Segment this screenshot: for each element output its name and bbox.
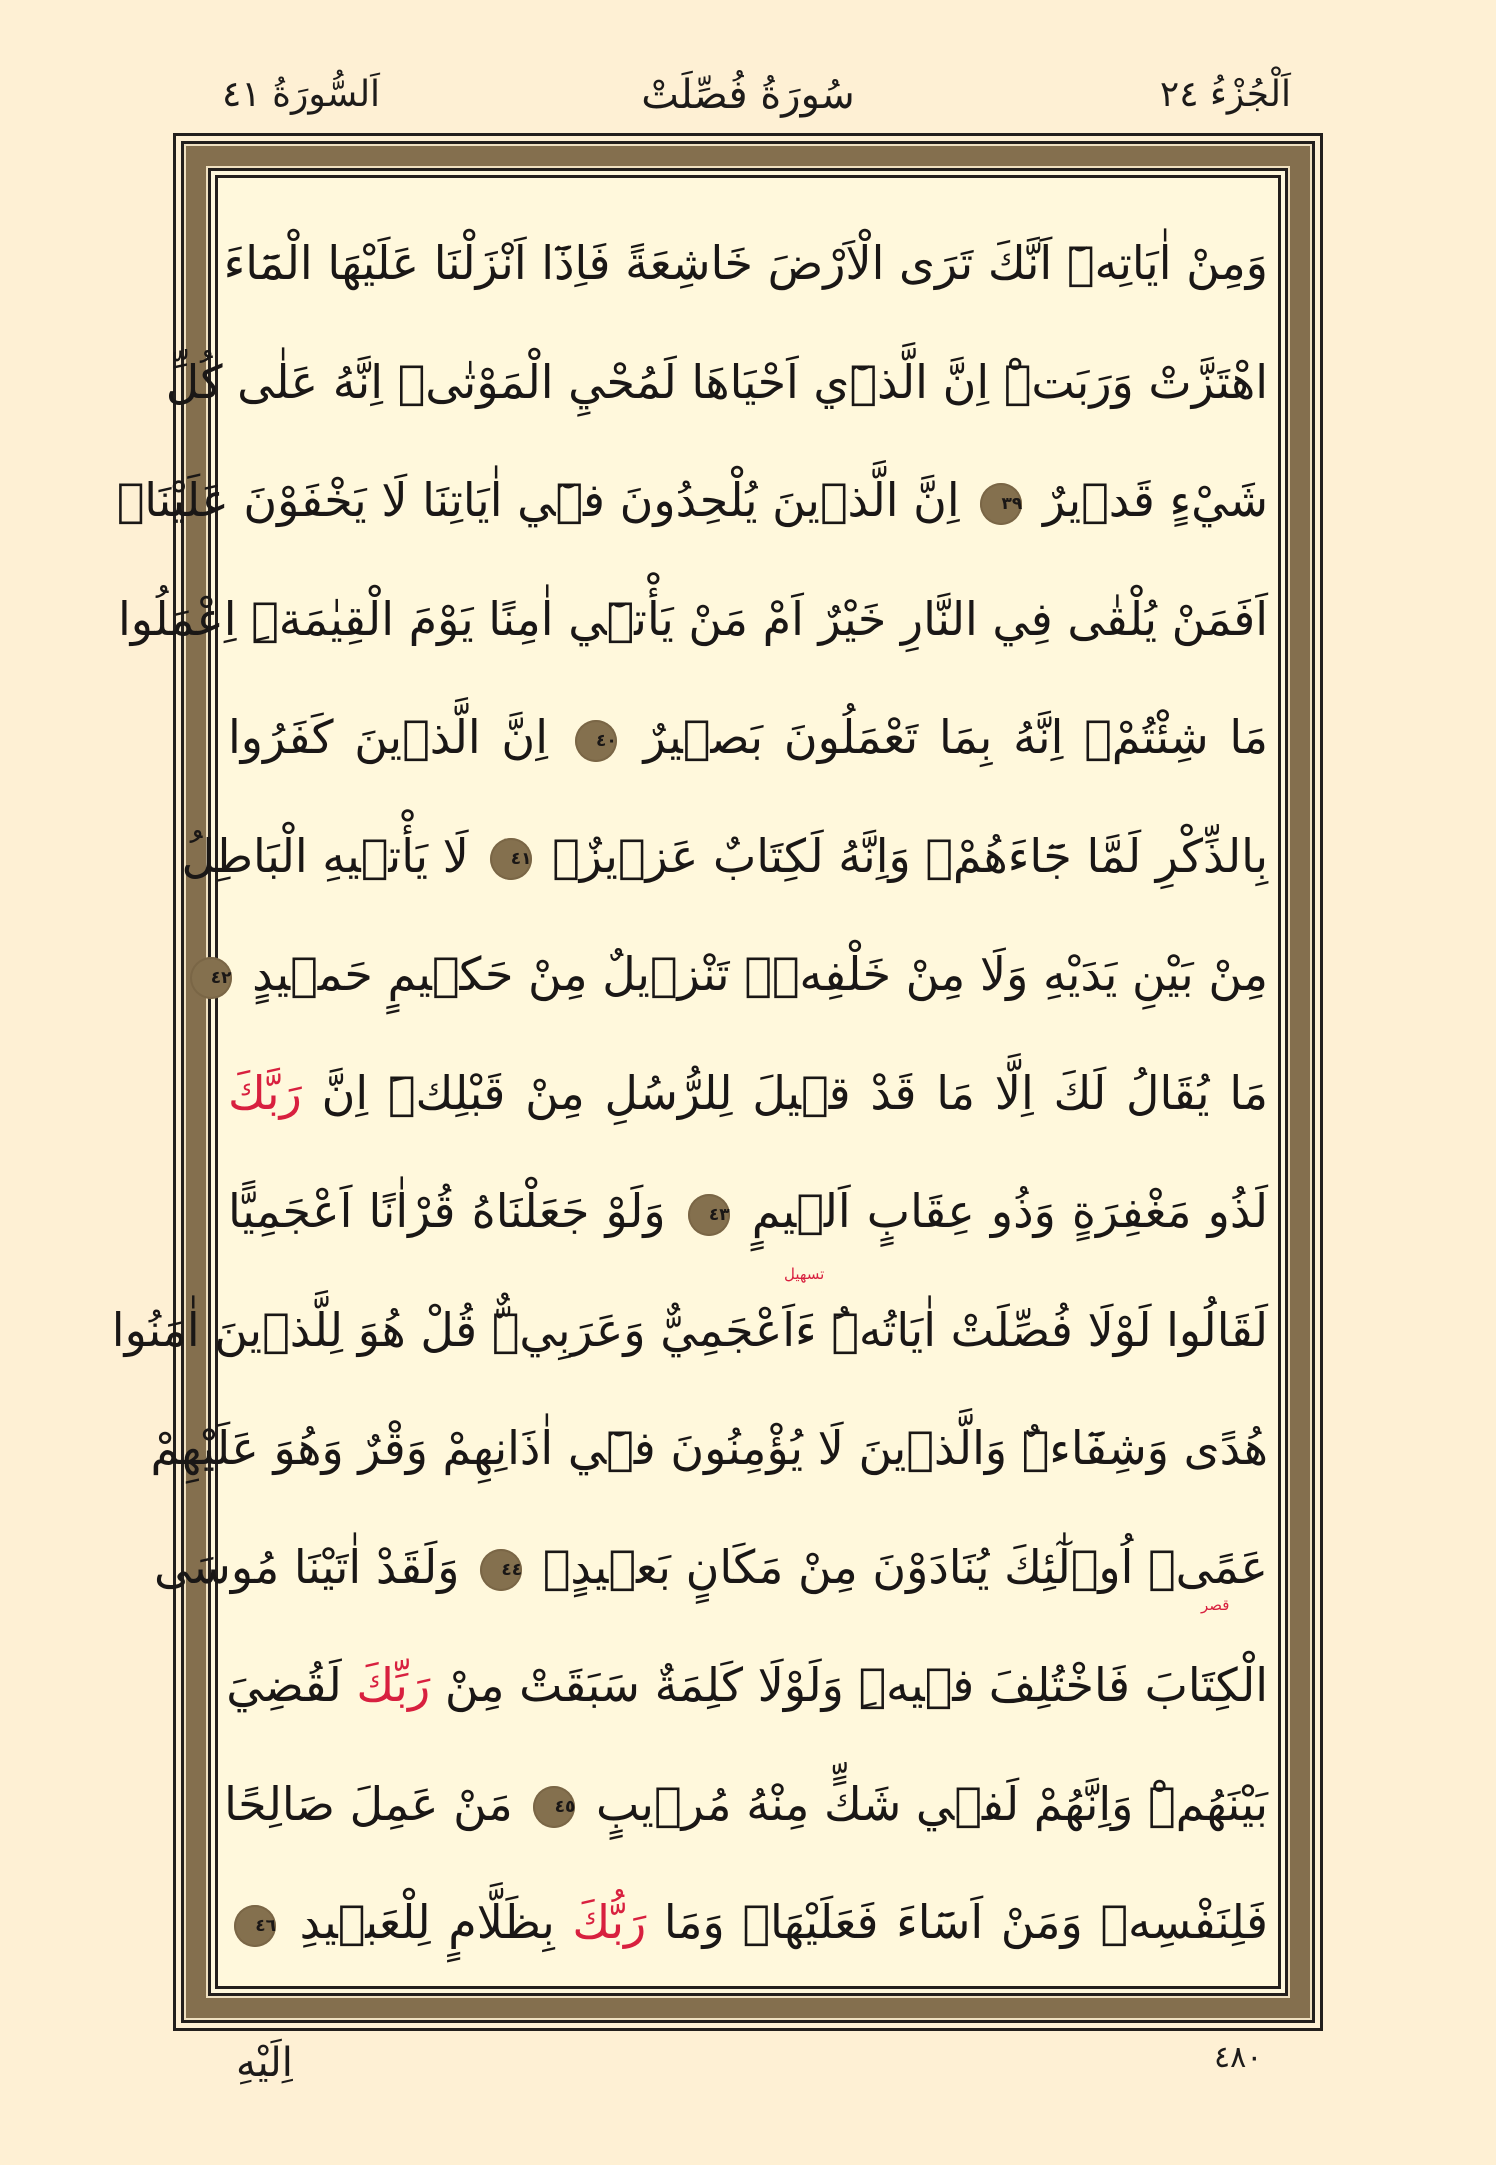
verse-text: عَمًىۜ اُو۬لٰٓئِكَ يُنَادَوْنَ مِنْ مَكَانٍ بَع۪يدٍ۟ [542, 1539, 1268, 1594]
verse-text: اَفَمَنْ يُلْقٰى فِي النَّارِ خَيْرٌ اَمْ مَنْ يَأْت۪ٓي اٰمِنًا يَوْمَ الْقِيٰمَةِۜ اِعْمَلُوا [117, 591, 1268, 646]
verse-line [224, 1745, 1268, 1863]
verse-number-marker: ٤٥ [533, 1786, 575, 1828]
divine-name-highlight: رَبِّكَ [356, 1658, 431, 1712]
verse-text: بِظَلَّامٍ لِلْعَب۪يدِ [299, 1895, 555, 1949]
surah-number-label: اَلسُّورَةُ ٤١ [222, 74, 381, 115]
verse-text: هُدًى وَشِفَٓاءٌۜ وَالَّذ۪ينَ لَا يُؤْمِنُونَ ف۪ٓي اٰذَانِهِمْ وَقْرٌ وَهُوَ عَلَيْهِمْ [150, 1421, 1268, 1475]
annotation-qasr: قصر [1201, 1596, 1230, 1614]
verse-number-marker: ٤٢ [190, 957, 232, 999]
verse-text: وَلَوْ جَعَلْنَاهُ قُرْاٰنًا اَعْجَمِيًّا [228, 1184, 666, 1238]
surah-title: سُورَةُ فُصِّلَتْ [641, 72, 855, 118]
verse-number-marker: ٤٣ [688, 1194, 730, 1236]
verse-text: لَذُو مَغْفِرَةٍ وَذُو عِقَابٍ اَل۪يمٍ [751, 1184, 1268, 1238]
divine-name-highlight: رَبُّكَ [572, 1895, 647, 1949]
verse-line [153, 1508, 1268, 1626]
verse-line [228, 678, 1268, 796]
verse-text: وَمِنْ اٰيَاتِه۪ٓ اَنَّكَ تَرَى الْاَرْضَ خَاشِعَةً فَاِذَٓا اَنْزَلْنَا عَلَيْهَا الْمَٓاءَ [223, 236, 1268, 290]
verse-number-marker: ٤١ [490, 838, 532, 880]
verse-number-marker: ٤٦ [234, 1905, 276, 1947]
verse-text: اهْتَزَّتْ وَرَبَتْۜ اِنَّ الَّذ۪ٓي اَحْيَاهَا لَمُحْيِ الْمَوْتٰىۜ اِنَّهُ عَلٰى كُلِّ [165, 354, 1268, 409]
verse-text: الْكِتَابَ فَاخْتُلِفَ ف۪يهِۜ وَلَوْلَا كَلِمَةٌ سَبَقَتْ مِنْ [430, 1658, 1268, 1712]
verse-text: مَا شِئْتُمْۙ اِنَّهُ بِمَا تَعْمَلُونَ بَص۪يرٌ [643, 710, 1269, 764]
verse-text: فَلِنَفْسِه۪ وَمَنْ اَسَٓاءَ فَعَلَيْهَاۜ وَمَا [646, 1895, 1269, 1949]
verse-text: مَا يُقَالُ لَكَ اِلَّا مَا قَدْ ق۪يلَ لِلرُّسُلِ مِنْ قَبْلِكَۜ اِنَّ [301, 1065, 1268, 1120]
verse-line [228, 1863, 1268, 1981]
verse-line [117, 560, 1268, 678]
verse-line [228, 1152, 1268, 1270]
verse-text: وَلَقَدْ اٰتَيْنَا مُوسَى [153, 1539, 460, 1594]
verse-number-marker: ٤٠ [575, 720, 617, 762]
verse-line [228, 1626, 1268, 1744]
verse-text: لَقَالُوا لَوْلَا فُصِّلَتْ اٰيَاتُهُۜ ءَاَعْجَمِيٌّ وَعَرَبِيٌّۜ قُلْ هُوَ لِلَّذ۪ينَ اٰمَنُوا [111, 1302, 1268, 1357]
verse-text: اِنَّ الَّذ۪ينَ يُلْحِدُونَ ف۪ٓي اٰيَاتِنَا لَا يَخْفَوْنَ عَلَيْنَاۜ [116, 473, 960, 527]
verse-text: بِالذِّكْرِ لَمَّا جَٓاءَهُمْۚ وَاِنَّهُ لَكِتَابٌ عَز۪يزٌۙ [552, 828, 1268, 883]
page-number: ٤٨٠ [1214, 2040, 1263, 2075]
verse-number-marker: ٤٤ [480, 1549, 522, 1591]
verse-text: اِنَّ الَّذ۪ينَ كَفَرُوا [228, 710, 548, 764]
verse-text: لَقُضِيَ [226, 1658, 342, 1712]
verse-text: شَيْءٍ قَد۪يرٌ [1042, 473, 1268, 527]
verse-line [111, 1271, 1268, 1389]
annotation-tashil: تسهيل [784, 1265, 825, 1283]
verse-text: بَيْنَهُمْۜ وَاِنَّهُمْ لَف۪ي شَكٍّ مِنْهُ مُر۪يبٍ [595, 1776, 1268, 1831]
verse-line [181, 797, 1268, 915]
juz-label: اَلْجُزْءُ ٢٤ [1159, 74, 1291, 115]
catchword: اِلَيْهِ [236, 2040, 293, 2086]
verse-line [223, 204, 1268, 322]
verse-text: لَا يَأْت۪يهِ الْبَاطِلُ [181, 828, 469, 883]
verse-line [210, 915, 1268, 1033]
verse-line [165, 323, 1268, 441]
verse-line [228, 1034, 1268, 1152]
verse-line [116, 441, 1268, 559]
verse-line [150, 1389, 1268, 1507]
verse-text: مِنْ بَيْنِ يَدَيْهِ وَلَا مِنْ خَلْفِه۪ۜ تَنْز۪يلٌ مِنْ حَك۪يمٍ حَم۪يدٍ [252, 947, 1268, 1001]
verse-text: مَنْ عَمِلَ صَالِحًا [224, 1776, 513, 1831]
divine-name-highlight: رَبَّكَ [228, 1065, 302, 1120]
verse-number-marker: ٣٩ [980, 483, 1022, 525]
